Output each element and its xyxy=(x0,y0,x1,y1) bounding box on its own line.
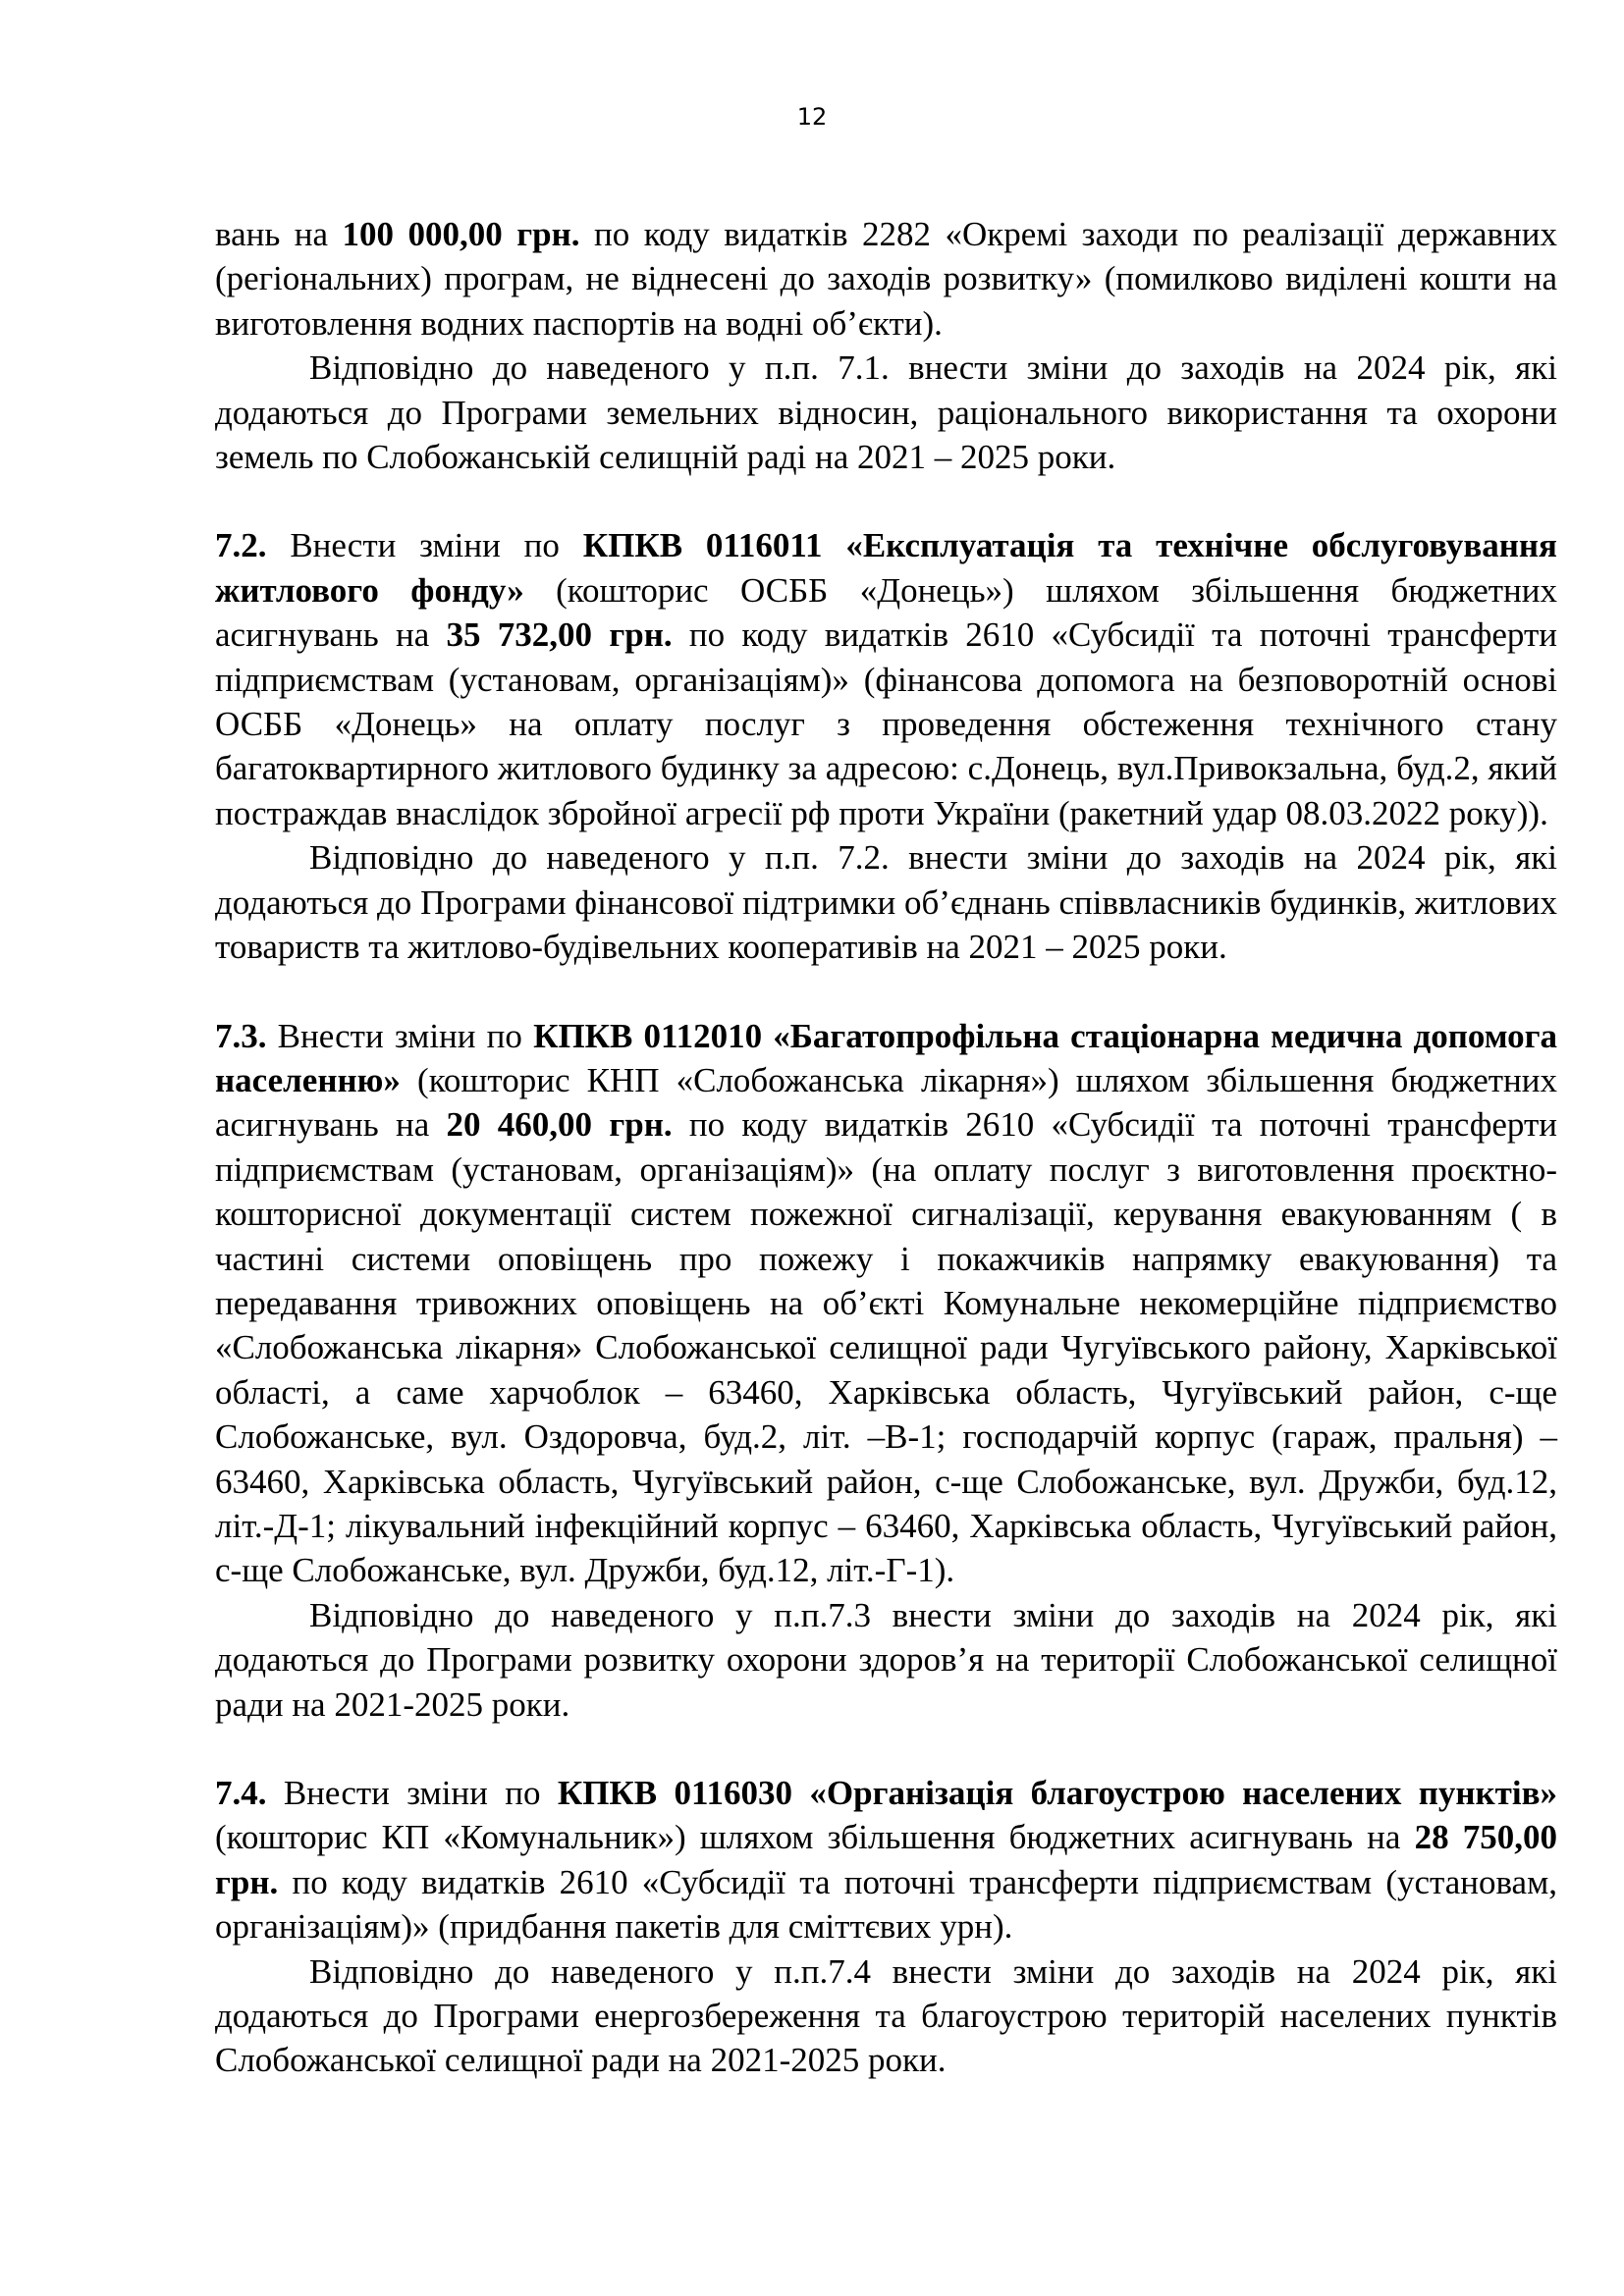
item-number: 7.4. xyxy=(215,1774,267,1812)
text-run: по коду видатків 2282 «Окремі заходи по реалізації державних (регіональних) програм, не віднесені до заходів розвитку» (помилково виділені кошти на виготовлення водних паспортів на водні об’єкти). xyxy=(215,215,1558,343)
kpkv-title-bold: КПКВ 0116011 «Експлуатація та технічне обслуговування житлового фонду» xyxy=(215,526,1557,610)
text-run: по коду видатків 2610 «Субсидії та поточні трансферти підприємствам (установам, організаціям)» (на оплату послуг з виготовлення проєктно-кошторисної документації систем пожежної сигналізації, керування евакуюванням ( в частині системи оповіщень про пожежу і покажчиків напрямку евакуювання) та передавання тривожних оповіщень на об’єкті Комунальне некомерційне підприємство «Слобожанська лікарня» Слобожанської селищної ради Чугуївського району, Харківської області, а саме харчоблок – 63460, Харківська область, Чугуївський район, с-ще Слобожанське, вул. Оздоровча, буд.2, літ. –В-1; господарчій корпус (гараж, пральня) – 63460, Харківська область, Чугуївський район, с-ще Слобожанське, вул. Дружби, буд.12, літ.-Д-1; лікувальний інфекційний корпус – 63460, Харківська область, Чугуївський район, с-ще Слобожанське, вул. Дружби, буд.12, літ.-Г-1). xyxy=(215,1105,1557,1590)
amount-bold: 35 732,00 грн. xyxy=(446,615,673,655)
text-run: (кошторис КНП «Слобожанська лікарня») шляхом збільшення бюджетних асигнувань на xyxy=(215,1060,1557,1145)
amount-bold: 20 460,00 грн. xyxy=(446,1105,673,1145)
text-run: Внести зміни по xyxy=(266,1774,558,1812)
text-run: по коду видатків 2610 «Субсидії та поточні трансферти підприємствам (установам, організаціям)» (фінансова допомога на безповоротній основі ОСББ «Донець» на оплату послуг з проведення обстеження технічного стану багатоквартирного житлового будинку за адресою: с.Донець, вул.Привокзальна, буд.2, який постраждав внаслідок збройної агресії рф проти України (ракетний удар 08.03.2022 року)). xyxy=(215,615,1557,832)
paragraph-item-7-2 xyxy=(215,523,1557,835)
item-number: 7.3. xyxy=(215,1016,267,1055)
amount-bold: 28 750,00 грн. xyxy=(215,1818,1557,1901)
text-run: (кошторис ОСББ «Донець») шляхом збільшення бюджетних асигнувань на xyxy=(215,570,1557,655)
paragraph-item-7-3 xyxy=(215,1014,1557,1593)
item-number: 7.2. xyxy=(215,526,267,565)
paragraph-reference-7-4: Відповідно до наведеного у п.п.7.4 внести зміни до заходів на 2024 рік, які додаються до Програми енергозбереження та благоустрою територій населених пунктів Слобожанської селищної ради на 2021-2025 роки. xyxy=(215,1951,1557,2080)
text-run: по коду видатків 2610 «Субсидії та поточні трансферти підприємствам (установам, організаціям)» (придбання пакетів для сміттєвих урн). xyxy=(215,1862,1557,1947)
page-number: 12 xyxy=(796,103,828,131)
document-body xyxy=(215,212,1557,2083)
paragraph-reference-7-2: Відповідно до наведеного у п.п. 7.2. внести зміни до заходів на 2024 рік, які додаються до Програми фінансової підтримки об’єднань співвласників будинків, житлових товариств та житлово-будівельних кооперативів на 2021 – 2025 роки. xyxy=(215,838,1557,967)
text-run: Внести зміни по xyxy=(266,526,583,565)
text-run: вань на xyxy=(215,215,343,253)
paragraph-item-7-4 xyxy=(215,1771,1557,1949)
kpkv-title-bold: КПКВ 0116030 «Організація благоустрою населених пунктів» xyxy=(557,1774,1558,1812)
text-run: Внести зміни по xyxy=(266,1016,534,1055)
kpkv-title-bold: КПКВ 0112010 «Багатопрофільна стаціонарна медична допомога населенню» xyxy=(215,1016,1557,1099)
paragraph-continuation xyxy=(215,212,1557,346)
amount-bold: 100 000,00 грн. xyxy=(342,215,580,253)
text-run: (кошторис КП «Комунальник») шляхом збільшення бюджетних асигнувань на xyxy=(215,1818,1415,1857)
paragraph-reference-7-3: Відповідно до наведеного у п.п.7.3 внести зміни до заходів на 2024 рік, які додаються до Програми розвитку охорони здоров’я на території Слобожанської селищної ради на 2021-2025 роки. xyxy=(215,1595,1557,1724)
paragraph-reference-7-1: Відповідно до наведеного у п.п. 7.1. внести зміни до заходів на 2024 рік, які додаються до Програми земельних відносин, раціонального використання та охорони земель по Слобожанській селищній раді на 2021 – 2025 роки. xyxy=(215,348,1557,477)
